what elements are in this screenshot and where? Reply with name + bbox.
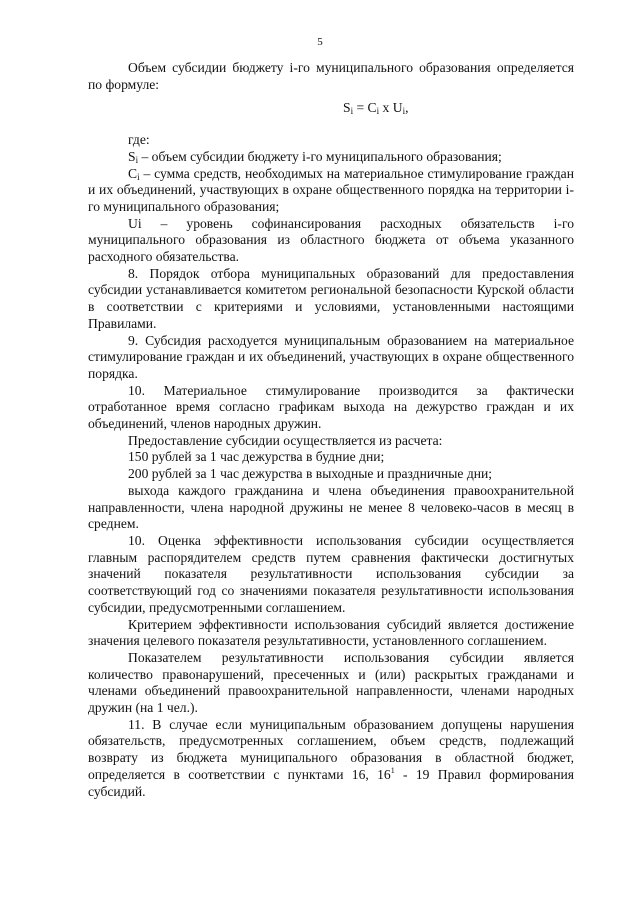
formula-tail: , xyxy=(405,100,409,116)
rate-weekdays: 150 рублей за 1 час дежурства в будние дни; xyxy=(128,449,385,465)
formula-x: x xyxy=(379,100,393,116)
definition-c-sub: i xyxy=(137,171,140,182)
formula-s: S xyxy=(343,100,351,116)
paragraph-10-evaluation: 10. Оценка эффективности использования субсидии осуществляется главным распорядителем средств путем сравнения фактически достигнутых значений показателя результативности использования субсидии за соответствующий год со значениями показателя результативности использования субсидии, предусмотренными соглашением. xyxy=(88,532,574,615)
definition-c xyxy=(88,166,574,216)
definition-s-text: – объем субсидии бюджету i-го муниципального образования; xyxy=(138,148,502,164)
paragraph-11 xyxy=(88,717,574,801)
definition-c-symbol: C xyxy=(128,165,138,181)
where-label: где: xyxy=(128,132,150,148)
definition-s xyxy=(88,149,574,166)
efficiency-criterion: Критерием эффективности использования субсидий является достижение значения целевого показателя результативности, установленного соглашением. xyxy=(88,616,574,649)
rate-minimum-hours: выхода каждого гражданина и члена объединения правоохранительной направленности, члена народной дружины не менее 8 человеко-часов в месяц в среднем. xyxy=(88,482,574,532)
formula-c: C xyxy=(367,100,377,116)
intro-paragraph: Объем субсидии бюджету i-го муниципального образования определяется по формуле: xyxy=(88,60,574,92)
paragraph-11-tail: - 19 Правил формирования субсидий. xyxy=(88,766,574,799)
performance-indicator: Показателем результативности использования субсидии является количество правонарушений, пресеченных и (или) раскрытых гражданами и членами объединений правоохранительной направленности, членами народных дружин (на 1 чел.). xyxy=(88,649,574,716)
paragraph-11-sup: 1 xyxy=(390,765,395,775)
formula-u: U xyxy=(392,100,403,116)
formula-u-sub: i xyxy=(402,106,406,117)
subsidy-formula xyxy=(88,100,574,117)
formula-s-sub: i xyxy=(350,106,354,117)
definition-s-symbol: S xyxy=(128,148,136,164)
paragraph-9: 9. Субсидия расходуется муниципальным образованием на материальное стимулирование граждан и их объединений, участвующих в охране общественного порядка. xyxy=(88,332,574,381)
definition-c-text: – сумма средств, необходимых на материальное стимулирование граждан и их объединений, участвующих в охране общественного порядка на территории i-го муниципального образования; xyxy=(88,165,574,214)
definition-u: Ui – уровень софинансирования расходных обязательств i-го муниципального образования из областного бюджета от объема указанного расходного обязательства. xyxy=(88,215,574,265)
document-body xyxy=(88,60,574,800)
paragraph-11-text: 11. В случае если муниципальным образованием допущены нарушения обязательств, предусмотренных соглашением, объем средств, подлежащий возврату из бюджета муниципального образования в областной бюджет, определяется в соответствии с пунктами 16, 16 xyxy=(88,716,574,782)
formula-c-sub: i xyxy=(376,106,380,117)
definition-s-sub: i xyxy=(135,154,139,165)
page-number: 5 xyxy=(317,36,323,48)
calculation-intro: Предоставление субсидии осуществляется из расчета: xyxy=(128,432,443,448)
paragraph-10-stimulus: 10. Материальное стимулирование производится за фактически отработанное время согласно графикам выхода на дежурство граждан и их объединений, членов народных дружин. xyxy=(88,382,574,432)
rate-holidays: 200 рублей за 1 час дежурства в выходные и праздничные дни; xyxy=(128,466,493,482)
paragraph-8: 8. Порядок отбора муниципальных образований для предоставления субсидии устанавливается комитетом региональной безопасности Курской области в соответствии с критериями и условиями, установленными настоящими Правилами. xyxy=(88,265,574,331)
formula-eq: = xyxy=(353,100,368,116)
